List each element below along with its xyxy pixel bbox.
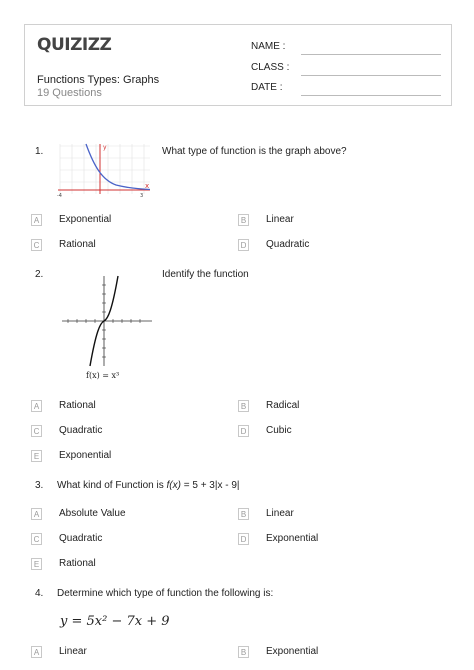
question-text: Determine which type of function the following is:: [57, 588, 274, 599]
y-axis-label: y: [103, 144, 107, 151]
class-line: [301, 75, 441, 76]
name-line: [301, 54, 441, 55]
question-number: 1.: [35, 146, 44, 157]
class-label: CLASS :: [251, 62, 290, 73]
date-label: DATE :: [251, 82, 283, 93]
cubic-graph: [58, 272, 154, 382]
date-field[interactable]: [251, 82, 441, 96]
worksheet-title: Functions Types: Graphs: [37, 74, 160, 86]
graph-caption: f(x) = x³: [86, 371, 120, 380]
graph-grid: [60, 144, 150, 194]
x-axis-label: x: [145, 182, 150, 190]
question-text: What type of function is the graph above?: [162, 146, 347, 157]
tick-right: 3: [140, 193, 144, 198]
question-text: What kind of Function is f(x) = 5 + 3|x - 9|: [57, 480, 240, 491]
question-number: 2.: [35, 269, 44, 280]
worksheet-page: QUIZIZZ Functions Types: Graphs 19 Questions NAME : CLASS : DATE : 1. y x -4 3 What type of function is the graph above? A Exponential B Linear C Rational D Quadratic 2. f(x) = x³ Identify the function A Rational B Radical C Quadratic D Cubic E Exponential 3. What kind of Function is f(x) = 5 + 3|x - 9| A Absolute Value B Linear C Quadratic D Exponential E Rational 4. Determine which type of function the following is: y = 5x² − 7x + 9 A Linear B Exponential: [0, 0, 474, 670]
quizizz-logo: QUIZIZZ: [37, 35, 112, 55]
question-text: Identify the function: [162, 269, 249, 280]
exponential-curve: [86, 144, 150, 190]
equation: y = 5x² − 7x + 9: [60, 614, 170, 629]
date-line: [301, 95, 441, 96]
exponential-graph: [56, 140, 154, 198]
question-count: 19 Questions: [37, 87, 102, 99]
worksheet-header: [24, 24, 452, 106]
class-field[interactable]: [251, 62, 441, 76]
name-field[interactable]: [251, 41, 441, 55]
tick-left: -4: [57, 193, 62, 198]
name-label: NAME :: [251, 41, 286, 52]
question-number: 4.: [35, 588, 44, 599]
question-number: 3.: [35, 480, 44, 491]
